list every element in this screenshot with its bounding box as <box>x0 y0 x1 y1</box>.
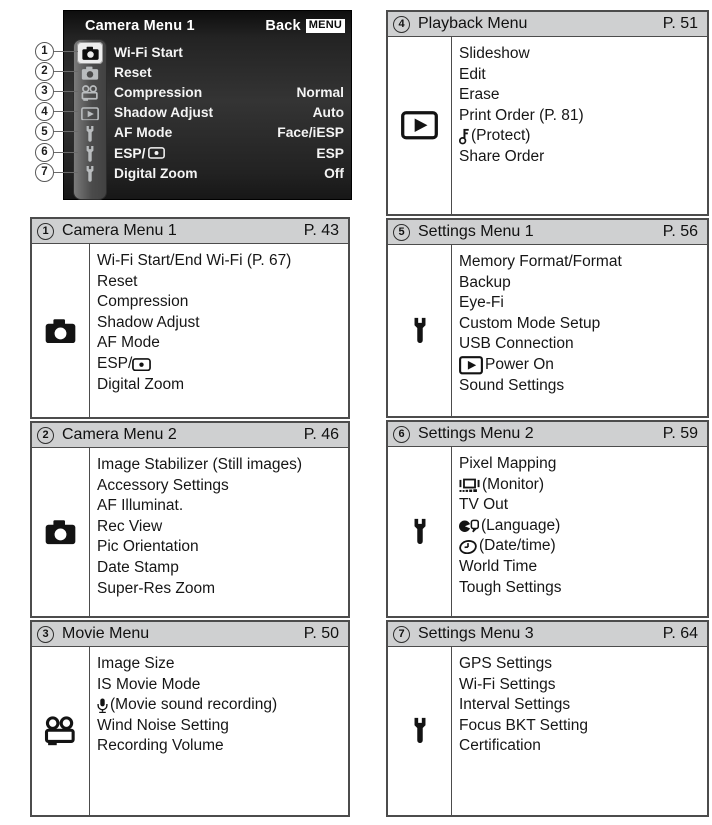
menu-title: Playback Menu <box>418 15 528 32</box>
menu-item-text: Pixel Mapping <box>459 455 557 472</box>
lcd-row-value: ESP <box>316 145 344 161</box>
menu-page-ref: P. 51 <box>662 15 698 32</box>
still-camera-icon <box>45 519 76 545</box>
menu-item-text: Power On <box>485 355 554 373</box>
lcd-row-label: Digital Zoom <box>114 165 198 181</box>
menu-item <box>459 126 584 147</box>
menu-item <box>459 578 562 599</box>
lcd-tab-still-camera-selected <box>77 42 103 64</box>
menu-table-header <box>388 622 707 647</box>
still-camera-icon <box>82 66 99 80</box>
menu-item <box>459 454 562 475</box>
menu-item <box>97 354 291 375</box>
menu-icon-cell <box>32 244 90 417</box>
menu-item-list <box>90 244 293 417</box>
menu-item-list <box>452 245 624 416</box>
menu-item-text: IS Movie Mode <box>97 675 201 693</box>
menu-item-text: GPS Settings <box>459 655 553 672</box>
lcd-menu-title: Camera Menu 1 <box>85 18 195 34</box>
menu-item-text: Wi-Fi Settings <box>459 675 556 693</box>
menu-item <box>459 147 584 168</box>
menu-item-list <box>452 447 564 616</box>
menu-icon-cell <box>388 647 452 815</box>
menu-item <box>97 579 302 600</box>
menu-icon-cell <box>32 448 90 616</box>
lcd-menu-row <box>114 62 344 82</box>
menu-number-badge: 6 <box>393 426 410 443</box>
microphone-icon <box>97 698 108 714</box>
menu-item <box>97 675 277 696</box>
menu-item <box>97 455 302 476</box>
menu-item-text: Image Size <box>97 655 175 672</box>
menu-title: Settings Menu 3 <box>418 625 534 642</box>
menu-item-text: (Movie sound recording) <box>110 696 278 714</box>
menu-item <box>97 517 302 538</box>
menu-item-text: Pic Orientation <box>97 538 199 556</box>
menu-item-text: Interval Settings <box>459 696 571 714</box>
menu-item-list <box>452 37 586 214</box>
lcd-tab-wrench <box>85 166 95 183</box>
menu-title: Camera Menu 2 <box>62 426 177 443</box>
lcd-back-label: Back <box>265 18 301 34</box>
lcd-tab-wrench <box>85 125 95 142</box>
menu-item-text: Tough Settings <box>459 578 562 596</box>
menu-item <box>459 355 622 376</box>
menu-item <box>97 313 291 334</box>
lcd-title-bar <box>85 18 345 34</box>
menu-item-text: Sound Settings <box>459 376 565 394</box>
menu-title: Movie Menu <box>62 625 150 642</box>
menu-number-badge: 1 <box>37 223 54 240</box>
menu-number-badge: 3 <box>37 626 54 643</box>
menu-item-text: World Time <box>459 557 538 575</box>
lcd-menu-row <box>114 143 344 163</box>
menu-item-text: Backup <box>459 273 511 291</box>
menu-table-1 <box>30 217 350 419</box>
menu-item-text: Reset <box>97 272 138 290</box>
menu-item-text: (Protect) <box>471 127 531 145</box>
callout-number-6: 6 <box>35 143 54 162</box>
lcd-menu-row <box>114 123 344 143</box>
lcd-tab-playback <box>81 107 99 121</box>
menu-item <box>97 272 291 293</box>
clock-icon <box>459 540 477 554</box>
language-icon <box>459 519 479 533</box>
menu-item-text: Slideshow <box>459 45 530 62</box>
lcd-row-value: Auto <box>312 105 344 121</box>
menu-item <box>459 252 622 273</box>
camera-lcd-screenshot <box>63 10 352 200</box>
menu-item-text: Rec View <box>97 517 163 535</box>
menu-item <box>459 376 622 397</box>
wrench-icon <box>85 166 95 183</box>
menu-table-header <box>388 12 707 37</box>
movie-camera-icon <box>81 85 100 101</box>
callout-leader-line <box>54 152 78 153</box>
lcd-row-label: Reset <box>114 64 152 80</box>
lcd-row-label: Compression <box>114 84 203 100</box>
key-protect-icon <box>459 128 469 144</box>
menu-item <box>459 314 622 335</box>
menu-item <box>97 716 277 737</box>
lcd-tab-still-camera <box>82 66 99 80</box>
menu-item-text: (Language) <box>481 516 561 534</box>
menu-number-badge: 7 <box>393 626 410 643</box>
menu-item <box>459 106 584 127</box>
menu-icon-cell <box>32 647 90 815</box>
menu-title: Camera Menu 1 <box>62 222 177 239</box>
menu-page-ref: P. 59 <box>662 425 698 442</box>
wrench-icon <box>412 518 428 545</box>
menu-item-text: Wi-Fi Start/End Wi-Fi (P. 67) <box>97 252 292 269</box>
callout-number-5: 5 <box>35 122 54 141</box>
menu-item-text: Recording Volume <box>97 737 224 755</box>
lcd-row-label: AF Mode <box>114 125 173 141</box>
menu-item-text: Super-Res Zoom <box>97 579 216 597</box>
menu-item-text: Focus BKT Setting <box>459 716 588 734</box>
menu-page-ref: P. 64 <box>662 625 698 642</box>
lcd-tab-movie-camera <box>81 85 100 101</box>
menu-item <box>97 333 291 354</box>
menu-item-text: Eye-Fi <box>459 294 504 312</box>
menu-page-ref: P. 43 <box>303 222 339 239</box>
lcd-menu-row <box>114 82 344 102</box>
menu-item-text: USB Connection <box>459 335 574 353</box>
callout-number-3: 3 <box>35 82 54 101</box>
menu-item-text: Certification <box>459 737 541 755</box>
menu-item <box>459 334 622 355</box>
monitor-icon <box>459 478 480 492</box>
menu-item-text: Custom Mode Setup <box>459 314 601 332</box>
callout-number-7: 7 <box>35 163 54 182</box>
menu-item <box>97 558 302 579</box>
menu-item <box>97 292 291 313</box>
menu-item <box>459 475 562 496</box>
lcd-tab-wrench <box>85 145 95 162</box>
menu-item <box>459 495 562 516</box>
menu-item-list <box>90 448 304 616</box>
menu-item-list <box>452 647 590 815</box>
menu-item-text: Share Order <box>459 147 545 165</box>
menu-table-6 <box>386 420 709 618</box>
playback-icon <box>459 356 483 375</box>
menu-number-badge: 4 <box>393 16 410 33</box>
menu-item <box>459 557 562 578</box>
menu-icon-cell <box>388 447 452 616</box>
menu-button-badge: MENU <box>306 19 345 33</box>
menu-table-header <box>32 622 348 647</box>
menu-item <box>459 85 584 106</box>
menu-page-ref: P. 56 <box>662 223 698 240</box>
menu-item <box>459 273 622 294</box>
menu-icon-cell <box>388 245 452 416</box>
menu-table-5 <box>386 218 709 418</box>
menu-item-text: AF Mode <box>97 334 160 352</box>
menu-table-2 <box>30 421 350 618</box>
movie-camera-icon <box>43 716 78 746</box>
menu-item-text: Erase <box>459 86 500 104</box>
menu-item <box>459 536 562 557</box>
menu-item-text: Date Stamp <box>97 558 179 576</box>
menu-item-text: Wind Noise Setting <box>97 716 229 734</box>
menu-table-header <box>32 423 348 448</box>
menu-item-text: Memory Format/Format <box>459 253 622 270</box>
menu-item <box>459 675 588 696</box>
lcd-row-value: Face/iESP <box>277 125 344 141</box>
wrench-icon <box>85 145 95 162</box>
callout-leader-line <box>54 131 78 132</box>
still-camera-icon <box>45 318 76 344</box>
menu-item-text: Edit <box>459 65 486 83</box>
menu-item-text: TV Out <box>459 496 509 514</box>
callout-leader-line <box>54 91 78 92</box>
callout-leader-line <box>54 71 78 72</box>
menu-item-list <box>90 647 279 815</box>
menu-item <box>459 516 562 537</box>
menu-table-4 <box>386 10 709 216</box>
lcd-menu-rows <box>114 42 344 183</box>
callout-number-2: 2 <box>35 62 54 81</box>
menu-table-header <box>388 422 707 447</box>
menu-item <box>459 44 584 65</box>
menu-item <box>97 251 291 272</box>
lcd-menu-row <box>114 42 344 62</box>
callout-number-1: 1 <box>35 42 54 61</box>
menu-item-text: Image Stabilizer (Still images) <box>97 456 303 473</box>
callout-number-4: 4 <box>35 102 54 121</box>
menu-item-text: Compression <box>97 293 189 311</box>
menu-icon-cell <box>388 37 452 214</box>
lcd-menu-row <box>114 103 344 123</box>
lcd-row-label: ESP/ <box>114 145 146 161</box>
menu-table-header <box>32 219 348 244</box>
lcd-row-label: Wi-Fi Start <box>114 44 183 60</box>
callout-leader-line <box>54 51 78 52</box>
menu-item <box>97 476 302 497</box>
menu-item-text: ESP/ <box>97 354 133 372</box>
wrench-icon <box>412 717 428 744</box>
menu-item-text: Accessory Settings <box>97 476 229 494</box>
spot-metering-icon <box>148 147 165 159</box>
menu-title: Settings Menu 1 <box>418 223 534 240</box>
menu-item <box>459 716 588 737</box>
menu-title: Settings Menu 2 <box>418 425 534 442</box>
menu-item-text: Digital Zoom <box>97 375 184 393</box>
menu-page-ref: P. 46 <box>303 426 339 443</box>
menu-item <box>97 496 302 517</box>
wrench-icon <box>412 317 428 344</box>
playback-icon <box>401 111 438 140</box>
callout-leader-line <box>54 172 78 173</box>
menu-item-text: Print Order (P. 81) <box>459 106 584 124</box>
menu-item <box>97 375 291 396</box>
playback-icon <box>81 107 99 121</box>
lcd-tab-strip <box>73 39 107 200</box>
lcd-row-value: Normal <box>296 84 344 100</box>
lcd-row-label: Shadow Adjust <box>114 105 214 121</box>
menu-table-header <box>388 220 707 245</box>
lcd-menu-row <box>114 163 344 183</box>
menu-item <box>459 736 588 757</box>
menu-item-text: (Date/time) <box>479 537 556 555</box>
lcd-row-value: Off <box>324 165 344 181</box>
menu-item <box>97 695 277 716</box>
menu-table-3 <box>30 620 350 817</box>
menu-item <box>97 736 277 757</box>
menu-item-text: AF Illuminat. <box>97 497 184 515</box>
menu-number-badge: 2 <box>37 427 54 444</box>
menu-item <box>459 293 622 314</box>
menu-item <box>97 537 302 558</box>
menu-item <box>459 654 588 675</box>
menu-item <box>97 654 277 675</box>
spot-metering-icon <box>132 358 151 371</box>
menu-item-text: Shadow Adjust <box>97 313 200 331</box>
menu-page-ref: P. 50 <box>303 625 339 642</box>
menu-item <box>459 65 584 86</box>
wrench-icon <box>85 125 95 142</box>
menu-item <box>459 695 588 716</box>
still-camera-icon <box>82 46 99 60</box>
menu-item-text: (Monitor) <box>482 475 545 493</box>
menu-table-7 <box>386 620 709 817</box>
callout-leader-line <box>54 111 78 112</box>
menu-number-badge: 5 <box>393 224 410 241</box>
